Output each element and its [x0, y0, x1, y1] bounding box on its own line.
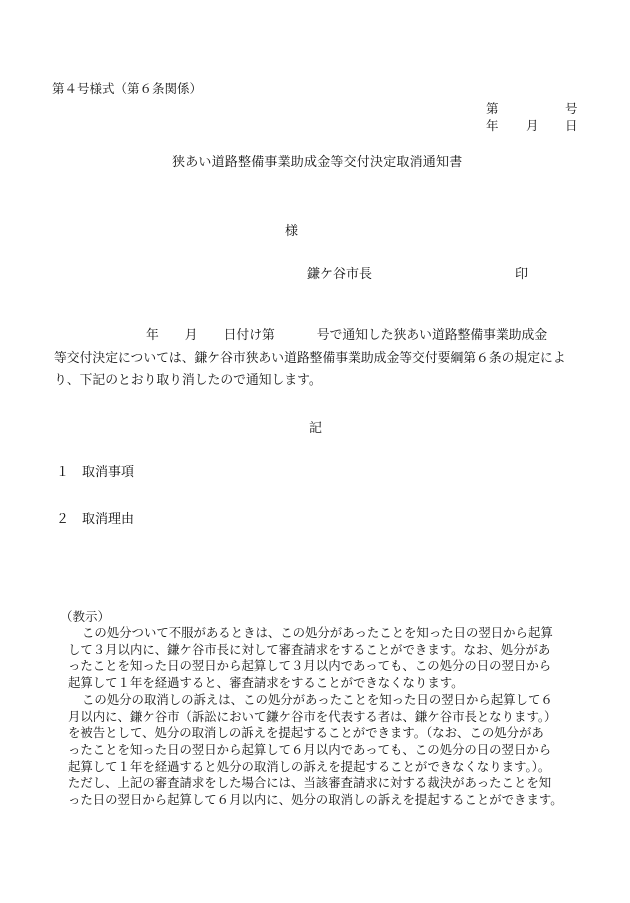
- notice-line: 起算して１年を経過すると、審査請求をすることができなくなります。: [68, 675, 464, 691]
- body-month: 月: [184, 328, 198, 343]
- item-cancel-reason: [56, 508, 134, 527]
- body-line-3: り、下記のとおり取り消したので通知します。: [54, 373, 322, 388]
- notice-line: を被告として、処分の取消しの訴えを提起することができます。（なお、この処分があ: [68, 725, 544, 741]
- document-title: 狭あい道路整備事業助成金等交付決定取消通知書: [172, 155, 463, 170]
- item-number: ２: [56, 512, 70, 527]
- addressee-suffix: 様: [285, 224, 299, 239]
- notice-text: [68, 625, 588, 809]
- date-year: 年: [486, 118, 499, 133]
- notice-line: この処分の取消しの訴えは、この処分があったことを知った日の翌日から起算して６: [82, 691, 553, 707]
- ki-heading: 記: [309, 421, 323, 436]
- notice-line: った日の翌日から起算して６月以内に、処分の取消しの訴えを提起することができます。: [68, 792, 563, 808]
- notice-line: ったことを知った日の翌日から起算して６月以内であっても、この処分の日の翌日から: [68, 741, 552, 757]
- notice-line: 起算して１年を経過すると処分の取消しの訴えを提起することができなくなります。）。: [68, 758, 551, 774]
- notice-line: 月以内に、鎌ケ谷市（訴訟において鎌ケ谷市を代表する者は、鎌ケ谷市長となります。）: [68, 708, 557, 724]
- notice-line: して３月以内に、鎌ケ谷市長に対して審査請求をすることができます。なお、処分があ: [68, 641, 551, 657]
- body-line-2: 等交付決定については、鎌ケ谷市狭あい道路整備事業助成金等交付要綱第６条の規定によ: [54, 350, 566, 366]
- body-year: 年: [146, 328, 159, 343]
- notice-line: ただし、上記の審査請求をした場合には、当該審査請求に対する裁決があったことを知: [68, 775, 552, 791]
- item-label: 取消事項: [82, 465, 135, 480]
- doc-number-dai: 第: [486, 101, 499, 116]
- item-number: １: [56, 465, 70, 480]
- date-day: 日: [565, 118, 578, 133]
- notice-line: ったことを知った日の翌日から起算して３月以内であっても、この処分の日の翌日から: [68, 658, 552, 674]
- form-number: 第４号様式（第６条関係）: [52, 81, 203, 96]
- item-label: 取消理由: [82, 512, 135, 527]
- body-notice-ref: 号で通知した狭あい道路整備事業助成金: [316, 328, 548, 343]
- notice-heading: （教示）: [60, 609, 111, 624]
- date-month: 月: [526, 118, 539, 133]
- doc-number-go: 号: [565, 101, 578, 116]
- notice-line: この処分ついて不服があるときは、この処分があったことを知った日の翌日から起算: [82, 625, 553, 640]
- body-line-1: [54, 325, 582, 348]
- seal-mark: 印: [515, 267, 529, 282]
- body-paragraph: [54, 325, 582, 393]
- issuer-name: 鎌ケ谷市長: [307, 267, 373, 282]
- body-date-ref: 日付け第: [223, 328, 275, 343]
- item-cancel-matter: [56, 461, 134, 480]
